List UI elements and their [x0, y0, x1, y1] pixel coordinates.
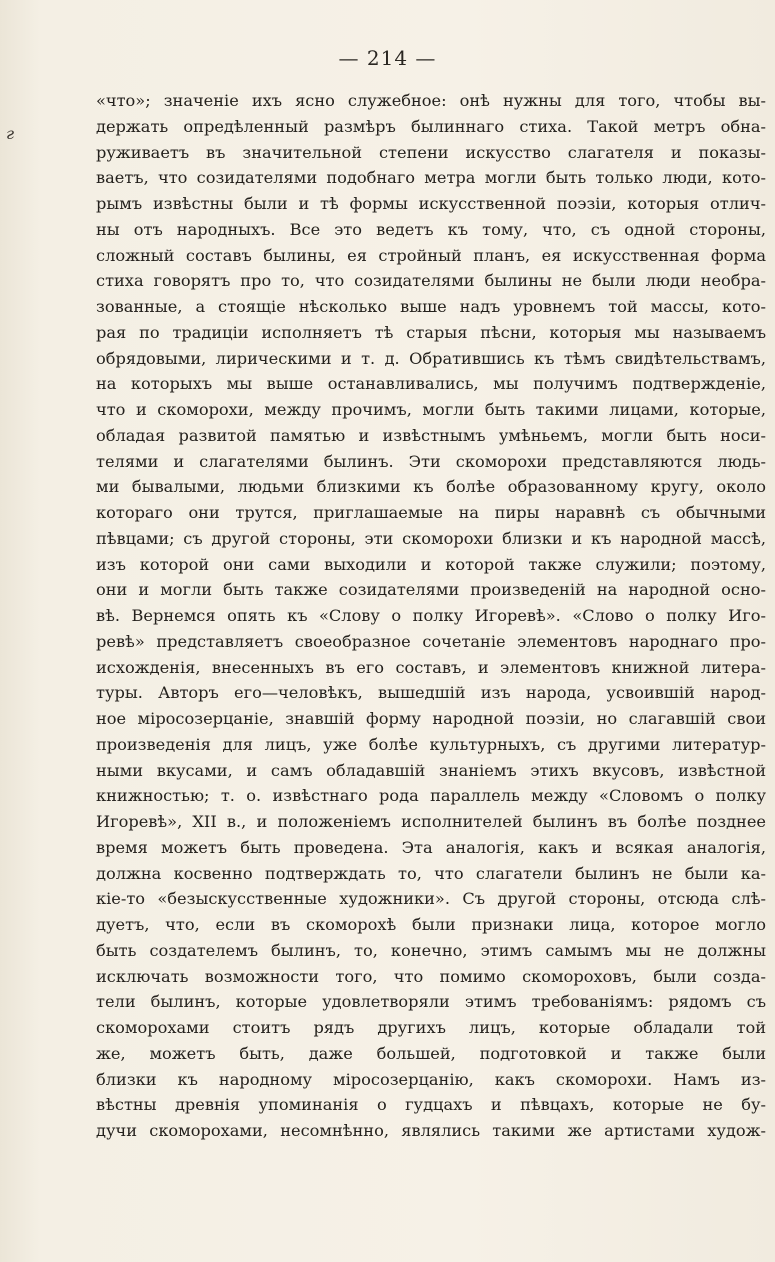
- body-text: [96, 88, 766, 1144]
- page-number: — 214 —: [338, 46, 437, 70]
- text-line: скоморохами стоитъ рядъ другихъ лицъ, которые обладали той: [96, 1018, 766, 1037]
- text-line: руживаетъ въ значительной степени искусство слагателя и показы-: [96, 142, 766, 162]
- text-line: они и могли быть также созидателями произведеній на народной осно-: [96, 580, 766, 600]
- text-line: на которыхъ мы выше останавливались, мы получимъ подтвержденіе,: [96, 374, 766, 394]
- text-line: тели былинъ, которые удовлетворяли этимъ требованіямъ: рядомъ съ: [96, 992, 766, 1012]
- text-line: кіе-то «безыскусственные художники». Съ другой стороны, отсюда слѣ-: [96, 889, 766, 909]
- text-line: же, можетъ быть, даже большей, подготовкой и также были: [96, 1043, 766, 1063]
- text-line: сложный составъ былины, ея стройный планъ, ея искусственная форма: [96, 245, 766, 265]
- text-line: близки къ народному міросозерцанію, какъ скоморохи. Намъ из-: [96, 1069, 766, 1089]
- text-line: ное міросозерцаніе, знавшій форму народной поэзіи, но слагавшій свои: [96, 709, 766, 728]
- text-line: рая по традиціи исполняетъ тѣ старыя пѣсни, которыя мы называемъ: [96, 322, 766, 342]
- text-line: телями и слагателями былинъ. Эти скоморохи представляются людь-: [96, 451, 766, 471]
- text-line: обрядовыми, лирическими и т. д. Обратившись къ тѣмъ свидѣтельствамъ,: [96, 348, 766, 368]
- text-line: зованные, а стоящіе нѣсколько выше надъ уровнемъ той массы, кото-: [96, 297, 766, 316]
- text-line: дуетъ, что, если въ скоморохѣ были признаки лица, которое могло: [96, 915, 766, 934]
- text-line: Игоревѣ», XII в., и положеніемъ исполнителей былинъ въ болѣе позднее: [96, 812, 766, 831]
- text-line: что и скоморохи, между прочимъ, могли быть такими лицами, которые,: [96, 400, 766, 419]
- text-line: произведенія для лицъ, уже болѣе культурныхъ, съ другими литератур-: [96, 734, 766, 754]
- text-line: ваетъ, что созидателями подобнаго метра могли быть только люди, кото-: [96, 168, 766, 188]
- text-line: быть создателемъ былинъ, то, конечно, этимъ самымъ мы не должны: [96, 940, 766, 960]
- text-line: вѣстны древнія упоминанія о гудцахъ и пѣвцахъ, которые не бу-: [96, 1095, 766, 1115]
- text-line: исхожденія, внесенныхъ въ его составъ, и элементовъ книжной литера-: [96, 657, 766, 677]
- text-line: изъ которой они сами выходили и которой также служили; поэтому,: [96, 554, 766, 574]
- text-line: ными вкусами, и самъ обладавшій знаніемъ этихъ вкусовъ, извѣстной: [96, 760, 766, 780]
- text-line: книжностью; т. о. извѣстнаго рода параллель между «Словомъ о полку: [96, 786, 766, 806]
- text-line: дучи скоморохами, несомнѣнно, являлись такими же артистами худож-: [96, 1121, 766, 1140]
- text-line: ми бывалыми, людьми близкими къ болѣе образованному кругу, около: [96, 477, 766, 497]
- text-line: стиха говорятъ про то, что созидателями былины не были люди необра-: [96, 271, 766, 291]
- text-line: «что»; значеніе ихъ ясно служебное: онѣ нужны для того, чтобы вы-: [96, 91, 766, 110]
- margin-mark: г: [6, 124, 15, 143]
- text-line: пѣвцами; съ другой стороны, эти скоморохи близки и къ народной массѣ,: [96, 528, 766, 548]
- text-line: должна косвенно подтверждать то, что слагатели былинъ не были ка-: [96, 863, 766, 883]
- text-line: обладая развитой памятью и извѣстнымъ умѣньемъ, могли быть носи-: [96, 425, 766, 445]
- text-line: котораго они трутся, приглашаемые на пиры наравнѣ съ обычными: [96, 503, 766, 522]
- text-line: вѣ. Вернемся опять къ «Слову о полку Игоревѣ». «Слово о полку Иго-: [96, 606, 766, 625]
- text-line: рымъ извѣстны были и тѣ формы искусственной поэзіи, которыя отлич-: [96, 194, 766, 213]
- text-line: ны отъ народныхъ. Все это ведетъ къ тому, что, съ одной стороны,: [96, 219, 766, 239]
- text-line: держать опредѣленный размѣръ былиннаго стиха. Такой метръ обна-: [96, 116, 766, 136]
- text-line: туры. Авторъ его—человѣкъ, вышедшій изъ народа, усвоившій народ-: [96, 683, 766, 703]
- text-line: ревѣ» представляетъ своеобразное сочетаніе элементовъ народнаго про-: [96, 631, 766, 651]
- text-line: исключать возможности того, что помимо скомороховъ, были созда-: [96, 966, 766, 986]
- text-line: время можетъ быть проведена. Эта аналогія, какъ и всякая аналогія,: [96, 837, 766, 857]
